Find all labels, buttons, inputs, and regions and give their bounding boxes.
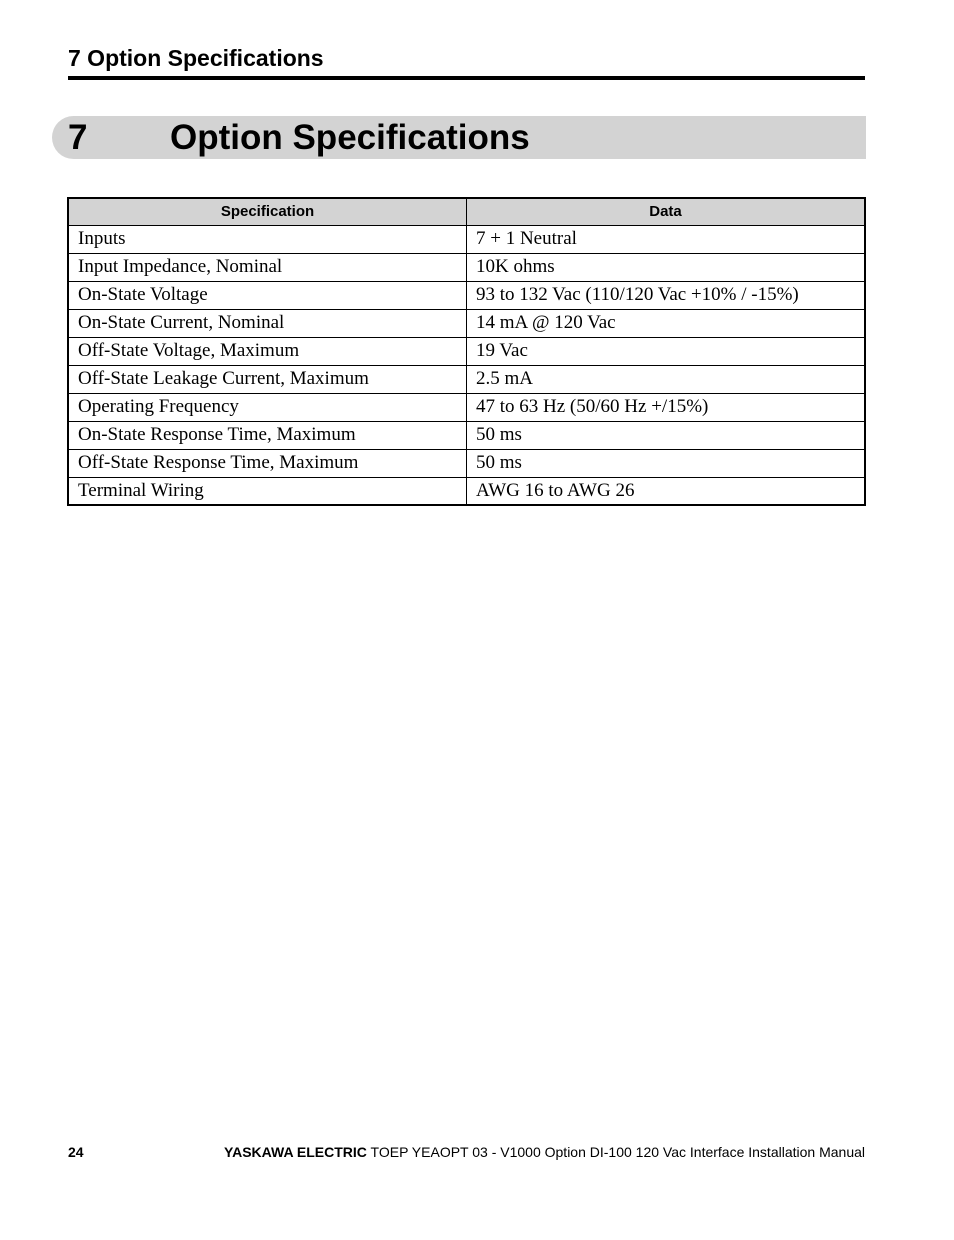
spec-name-cell: Inputs	[68, 225, 467, 253]
table-row	[68, 477, 865, 505]
table-row	[68, 393, 865, 421]
spec-value-cell: 14 mA @ 120 Vac	[467, 309, 866, 337]
section-title: Option Specifications	[170, 118, 530, 157]
table-row	[68, 309, 865, 337]
table-row	[68, 225, 865, 253]
table-row	[68, 253, 865, 281]
table-row	[68, 365, 865, 393]
header-rule	[68, 76, 865, 80]
table-row	[68, 337, 865, 365]
running-header: 7 Option Specifications	[68, 45, 324, 71]
table-header-row	[68, 198, 865, 225]
footer-document-info	[224, 1142, 865, 1162]
spec-value-cell: 2.5 mA	[467, 365, 866, 393]
table-row	[68, 449, 865, 477]
spec-value-cell: AWG 16 to AWG 26	[467, 477, 866, 505]
spec-value-cell: 19 Vac	[467, 337, 866, 365]
spec-name-cell: On-State Response Time, Maximum	[68, 421, 467, 449]
spec-name-cell: Off-State Response Time, Maximum	[68, 449, 467, 477]
spec-value-cell: 10K ohms	[467, 253, 866, 281]
spec-value-cell: 93 to 132 Vac (110/120 Vac +10% / -15%)	[467, 281, 866, 309]
spec-name-cell: On-State Voltage	[68, 281, 467, 309]
column-header-specification: Specification	[68, 198, 467, 225]
column-header-data: Data	[467, 198, 866, 225]
spec-value-cell: 50 ms	[467, 421, 866, 449]
spec-name-cell: Off-State Leakage Current, Maximum	[68, 365, 467, 393]
table-row	[68, 281, 865, 309]
spec-name-cell: Terminal Wiring	[68, 477, 467, 505]
page-number: 24	[68, 1144, 84, 1160]
table-row	[68, 421, 865, 449]
spec-name-cell: On-State Current, Nominal	[68, 309, 467, 337]
spec-value-cell: 7 + 1 Neutral	[467, 225, 866, 253]
spec-name-cell: Operating Frequency	[68, 393, 467, 421]
spec-name-cell: Input Impedance, Nominal	[68, 253, 467, 281]
section-banner	[52, 116, 866, 159]
specification-table	[67, 197, 866, 506]
section-number: 7	[68, 118, 88, 157]
spec-value-cell: 47 to 63 Hz (50/60 Hz +/15%)	[467, 393, 866, 421]
footer-brand: YASKAWA ELECTRIC	[224, 1144, 367, 1160]
spec-name-cell: Off-State Voltage, Maximum	[68, 337, 467, 365]
footer-document-title: TOEP YEAOPT 03 - V1000 Option DI-100 120 Vac Interface Installation Manual	[366, 1144, 865, 1160]
spec-value-cell: 50 ms	[467, 449, 866, 477]
